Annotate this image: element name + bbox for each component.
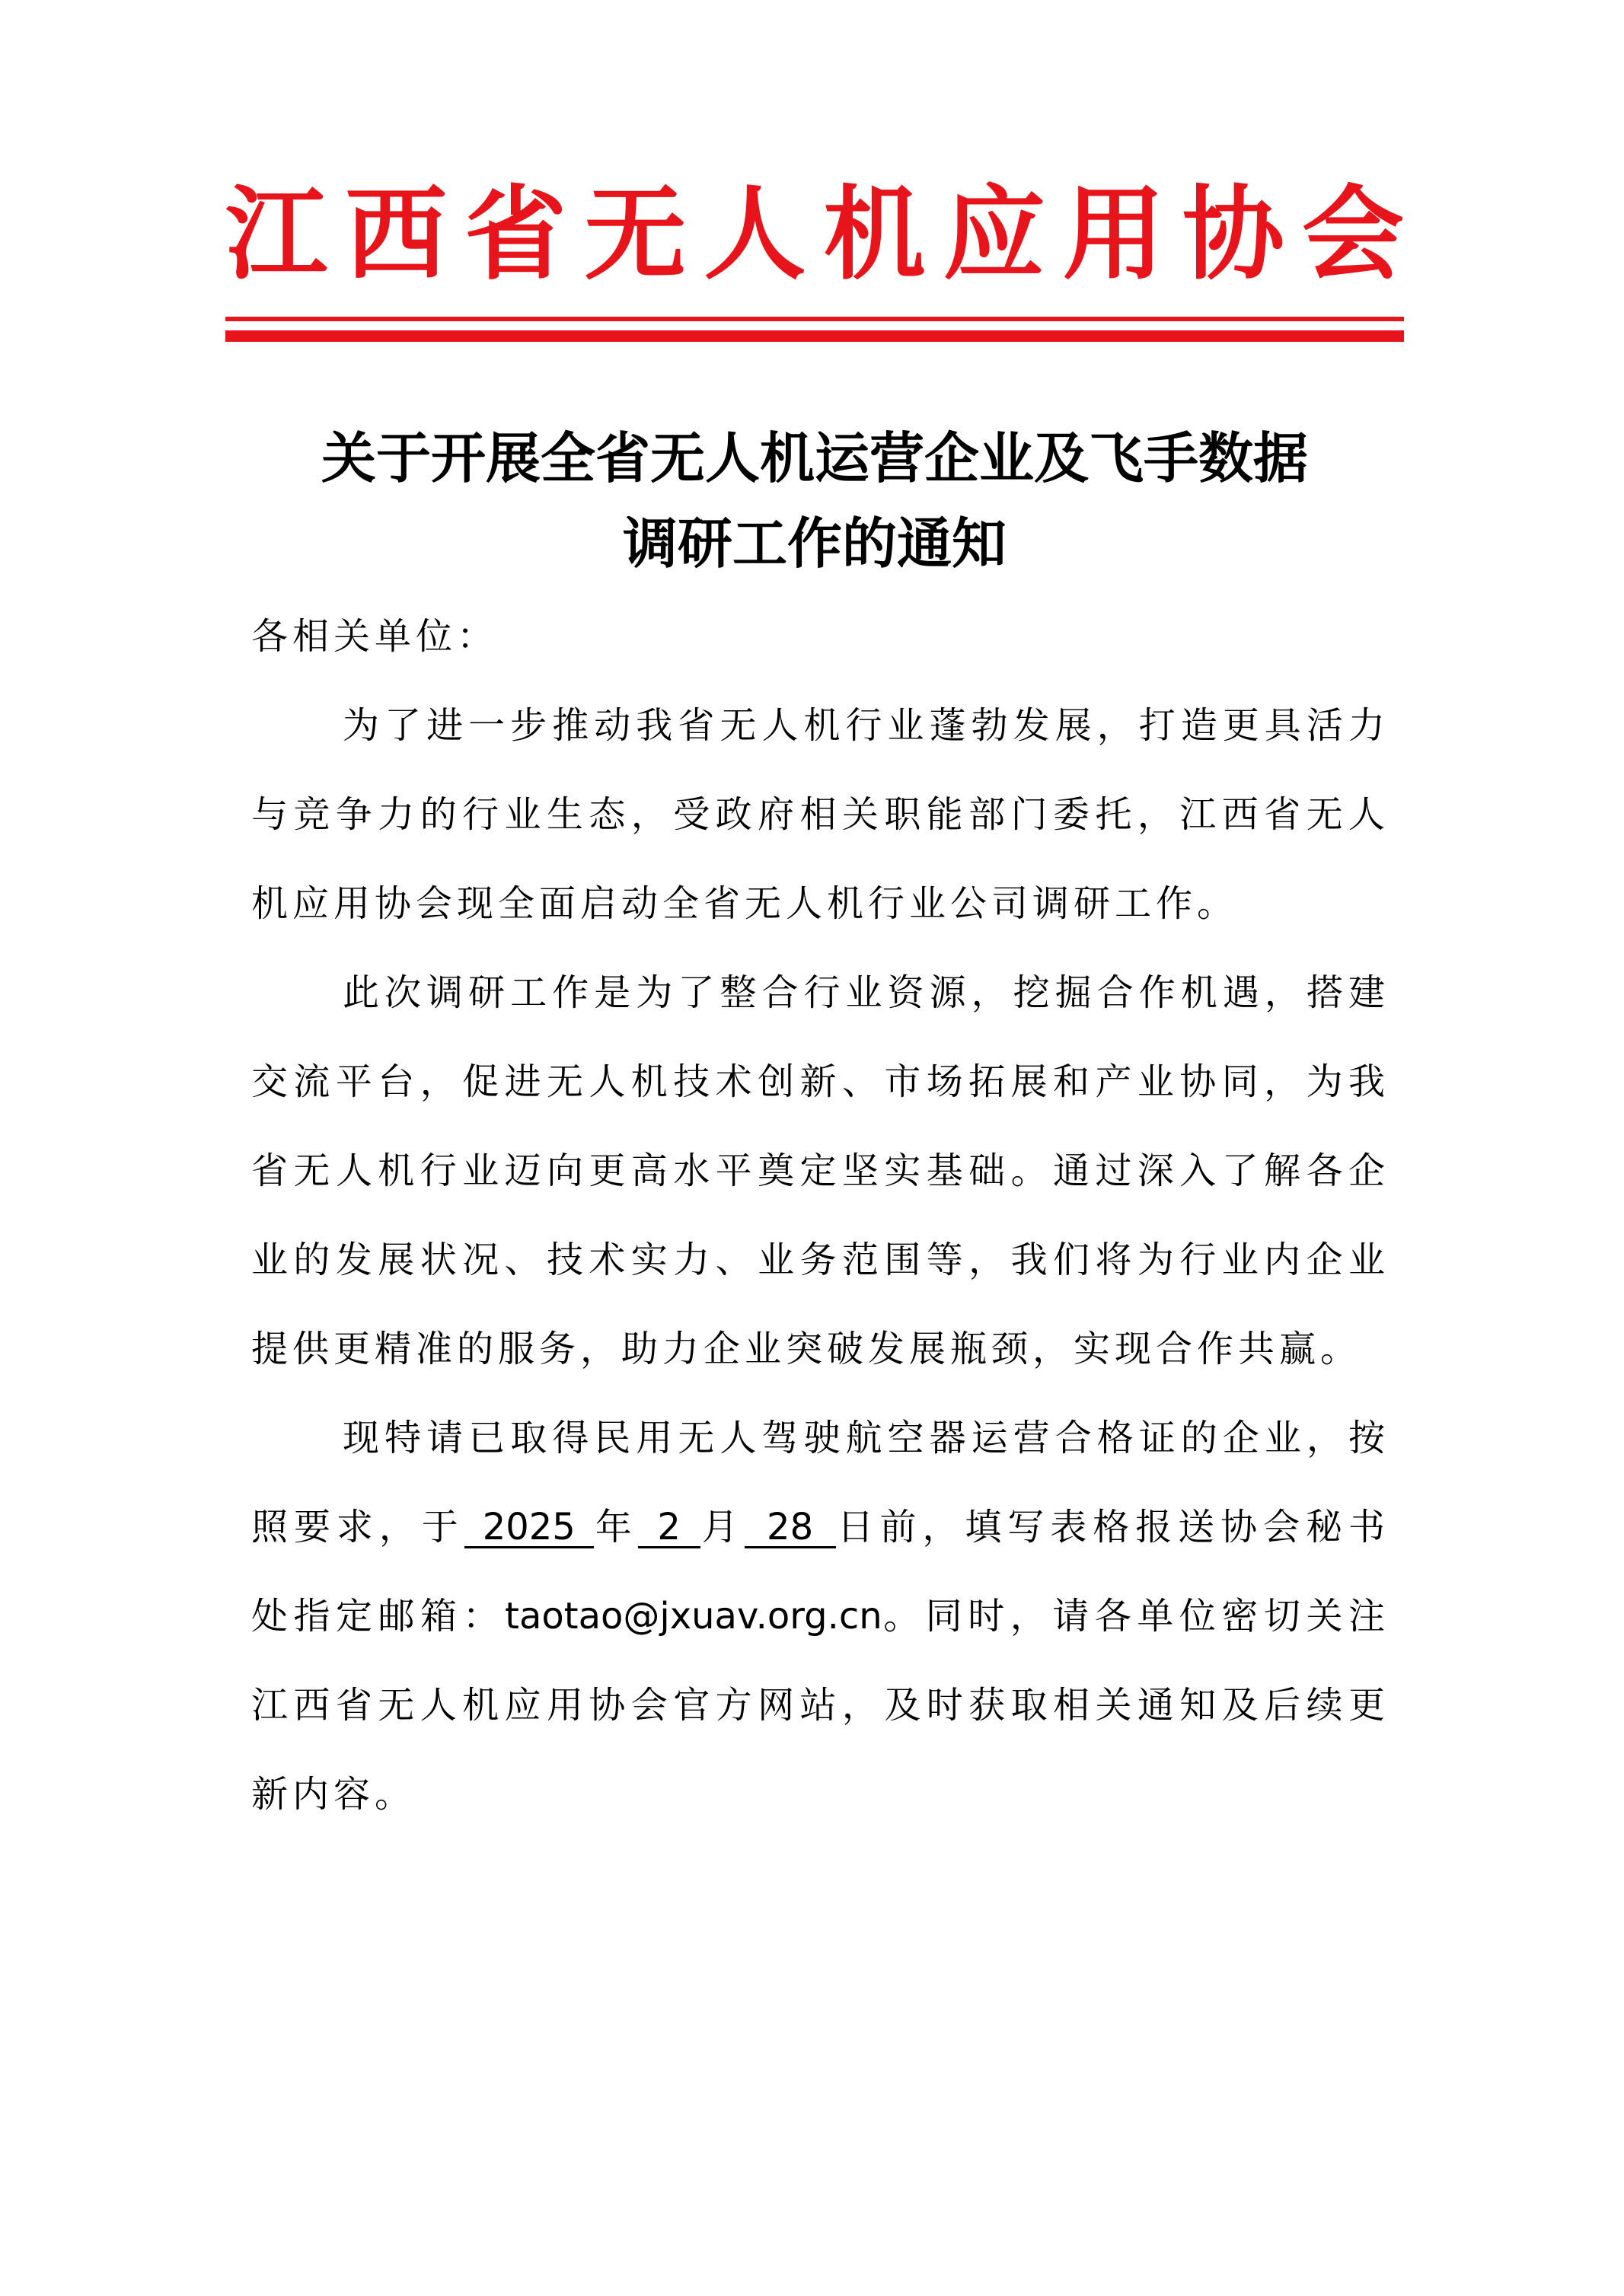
deadline-year: 2025 [464, 1508, 594, 1548]
header-rule-thick [225, 330, 1404, 342]
deadline-day: 28 [745, 1508, 836, 1548]
request-intro: 现特请已取得民用无人驾驶航空器运营合格证的企业，按照要求，于 [251, 1417, 1389, 1548]
deadline-suffix: 日前，填写表格报送协会秘书处指定邮箱： [251, 1506, 1389, 1637]
paragraph-request [251, 1394, 1389, 1839]
notice-body [251, 592, 1389, 1839]
deadline-year-unit: 年 [593, 1506, 638, 1548]
salutation: 各相关单位： [251, 615, 499, 658]
notice-title [251, 416, 1378, 586]
contact-email[interactable]: taotao@jxuav.org.cn [505, 1595, 882, 1637]
paragraph-goals: 此次调研工作是为了整合行业资源，挖掘合作机遇，搭建交流平台，促进无人机技术创新、市场拓展和产业协同，为我省无人机行业迈向更高水平奠定坚实基础。通过深入了解各企业的发展状况、技术实力、业务范围等，我们将为行业内企业提供更精准的服务，助力企业突破发展瓶颈，实现合作共赢。 [251, 971, 1389, 1370]
organization-header: 江西省无人机应用协会 [225, 174, 1404, 294]
header-rule-thin [225, 317, 1404, 321]
notice-title-line-2: 调研工作的通知 [622, 511, 1007, 576]
request-closing: 。同时，请各单位密切关注江西省无人机应用协会官方网站，及时获取相关通知及后续更新内容。 [251, 1595, 1389, 1816]
notice-title-line-1: 关于开展全省无人机运营企业及飞手数据 [321, 426, 1308, 490]
deadline-month: 2 [638, 1508, 700, 1548]
deadline-month-unit: 月 [700, 1506, 745, 1548]
paragraph-purpose: 为了进一步推动我省无人机行业蓬勃发展，打造更具活力与竞争力的行业生态，受政府相关职能部门委托，江西省无人机应用协会现全面启动全省无人机行业公司调研工作。 [251, 704, 1389, 925]
